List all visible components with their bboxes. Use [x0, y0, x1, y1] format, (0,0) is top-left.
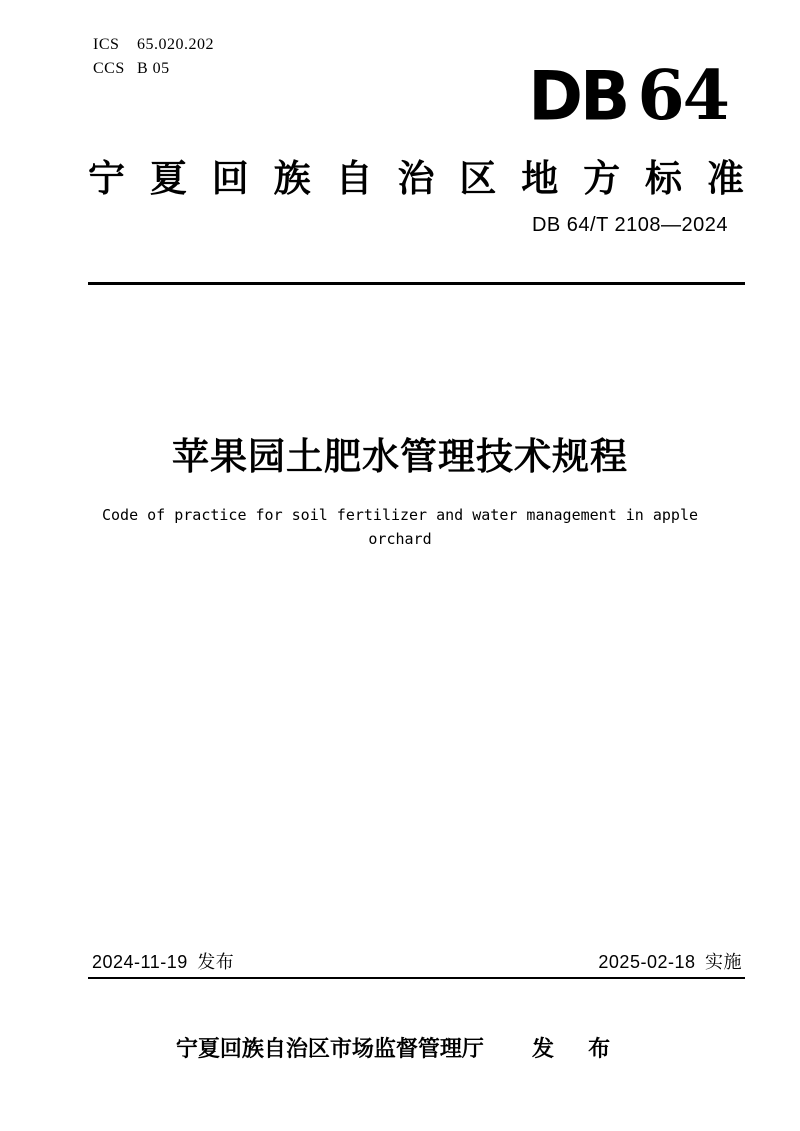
ccs-label: CCS [93, 60, 125, 77]
dates-row [92, 948, 742, 974]
implementation-date-label: 实施 [705, 952, 742, 972]
document-title-en: Code of practice for soil fertilizer and water management in apple orchard [101, 506, 699, 548]
db64-logo [528, 56, 728, 136]
db-logo-region-code: 64 [637, 56, 728, 136]
document-number: DB 64/T 2108—2024 [531, 214, 728, 236]
document-title-zh: 苹果园土肥水管理技术规程 [172, 436, 628, 477]
ics-value: 65.020.202 [137, 36, 214, 53]
issue-date: 2024-11-19 [92, 952, 188, 972]
publisher-row [0, 1032, 800, 1063]
publisher-name: 宁夏回族自治区市场监督管理厅 [175, 1036, 484, 1061]
implementation-date-item [598, 948, 742, 974]
standard-type-heading: 宁 夏 回 族 自 治 区 地 方 标 准 [88, 158, 744, 199]
issue-date-label: 发布 [197, 952, 235, 972]
db-logo-letters: DB [528, 57, 628, 136]
implementation-date: 2025-02-18 [598, 952, 696, 972]
ics-code-row [93, 33, 214, 57]
header-divider-line [88, 282, 745, 285]
ics-label: ICS [93, 36, 120, 53]
ccs-value: B 05 [137, 60, 170, 77]
footer-divider-line [88, 977, 745, 979]
ccs-code-row [93, 57, 214, 81]
issue-date-item [92, 948, 234, 974]
classification-codes [93, 33, 214, 81]
publish-action-label: 发 布 [532, 1036, 625, 1061]
